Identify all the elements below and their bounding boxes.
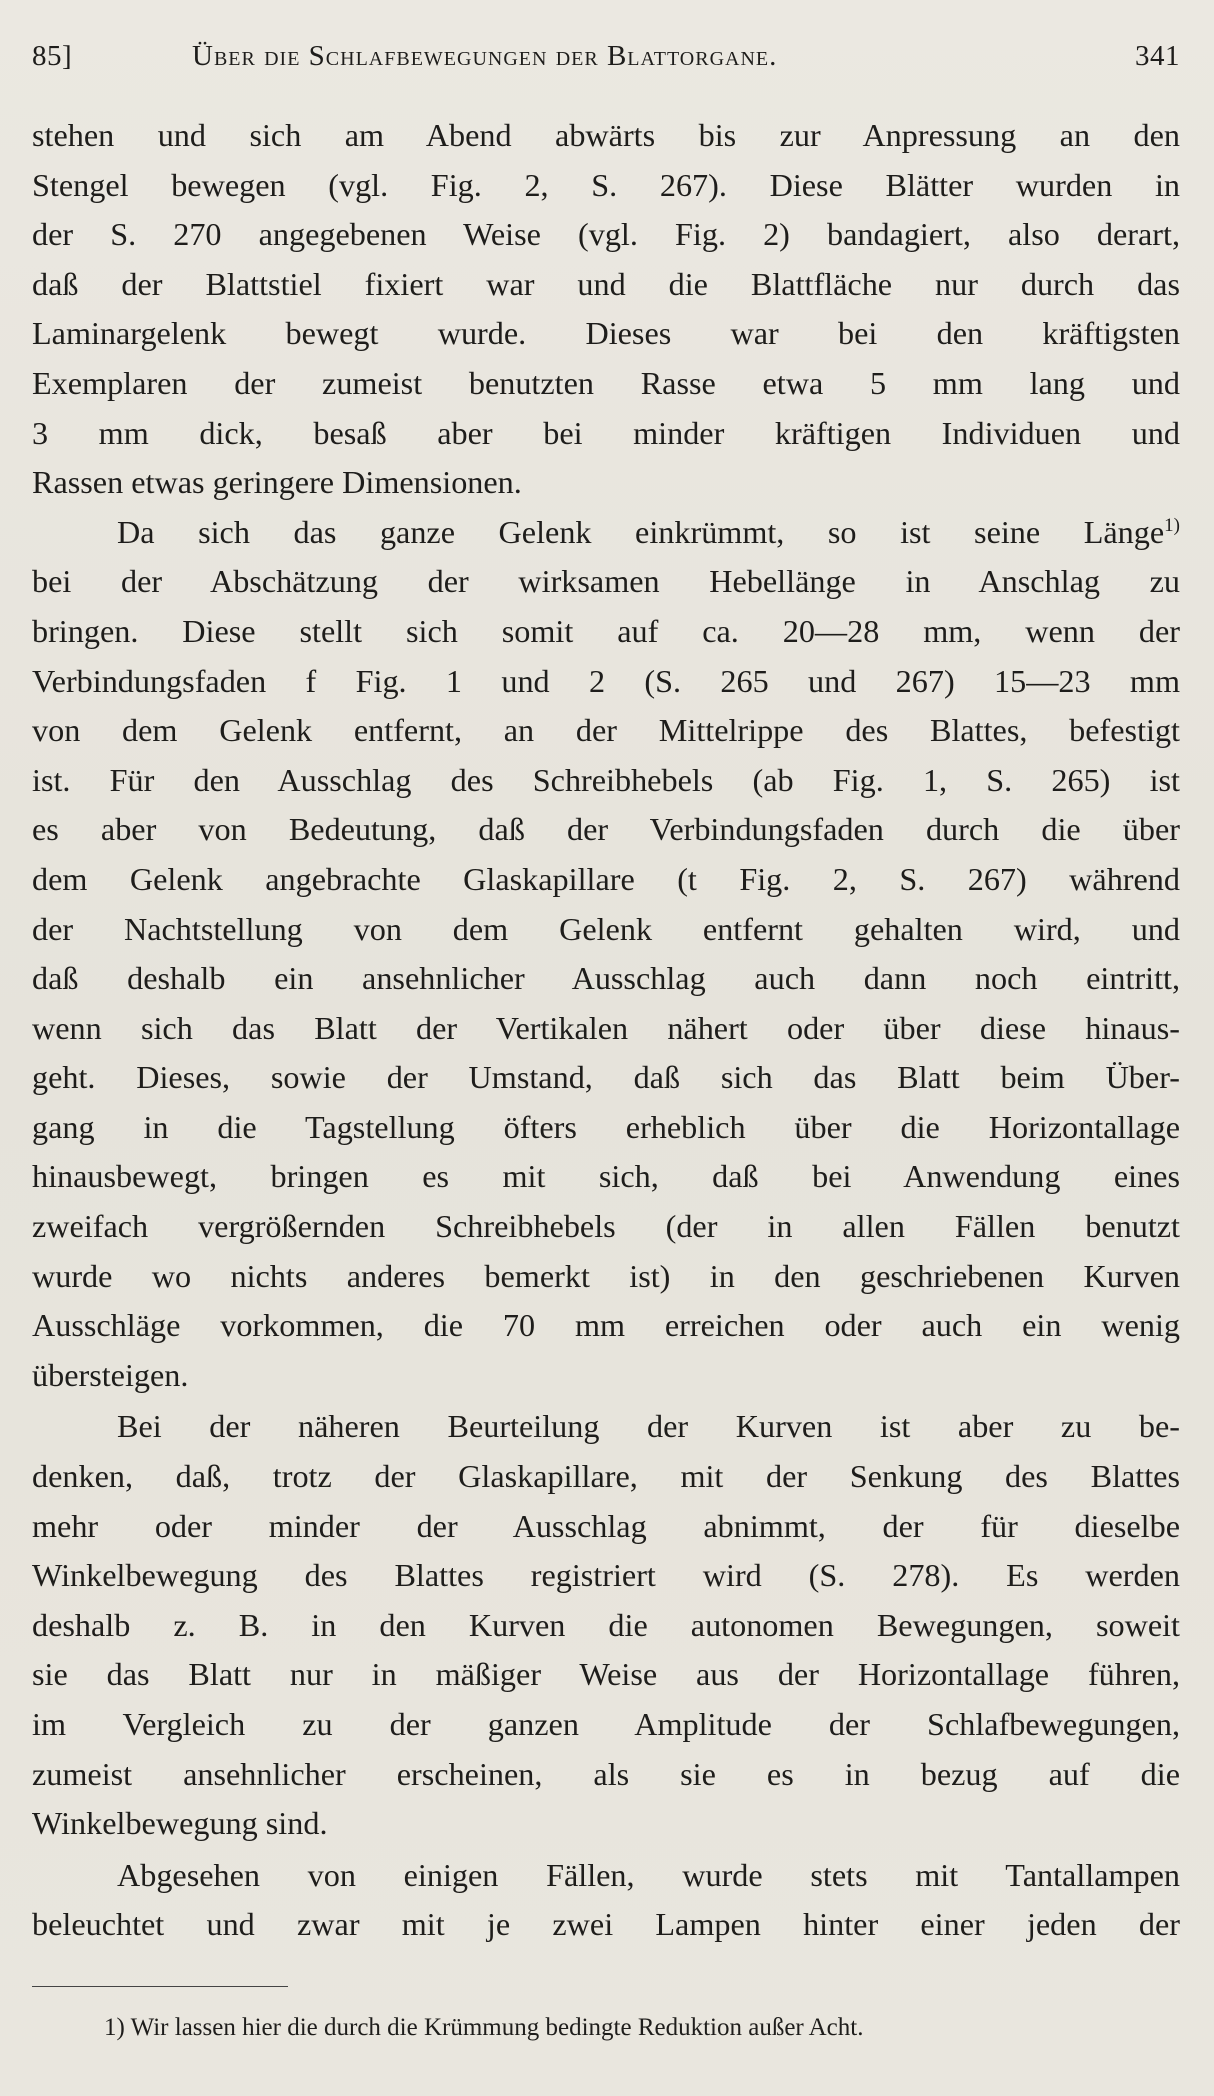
text-line: bringen. Diese stellt sich somit auf ca. 20—28 mm, wenn der <box>32 612 1180 649</box>
text-line: 3 mm dick, besaß aber bei minder kräftigen Individuen und <box>32 414 1180 451</box>
text-line: geht. Dieses, sowie der Umstand, daß sich das Blatt beim Über- <box>32 1059 1180 1096</box>
text-line: gang in die Tagstellung öfters erheblich über die Horizontallage <box>32 1108 1180 1145</box>
footnote-text: Wir lassen hier die durch die Krümmung bedingte Reduktion außer Acht. <box>130 2014 864 2041</box>
text-line: mehr oder minder der Ausschlag abnimmt, der für dieselbe <box>32 1507 1180 1544</box>
paragraph-2 <box>32 508 1180 1401</box>
body-text <box>32 111 1180 1950</box>
text-line: es aber von Bedeutung, daß der Verbindungsfaden durch die über <box>32 811 1180 848</box>
running-header <box>32 40 1182 80</box>
text-line: Rassen etwas geringere Dimensionen. <box>32 464 522 501</box>
text-line: wenn sich das Blatt der Vertikalen nähert oder über diese hinaus- <box>32 1009 1180 1046</box>
page-number: 341 <box>1135 40 1180 72</box>
text-line: hinausbewegt, bringen es mit sich, daß bei Anwendung eines <box>32 1158 1180 1195</box>
text-line: zweifach vergrößernden Schreibhebels (der in allen Fällen benutzt <box>32 1208 1180 1245</box>
header-title: Über die Schlafbewegungen der Blattorgane. <box>192 40 778 72</box>
paragraph-3 <box>32 1402 1180 1848</box>
text-line: der Nachtstellung von dem Gelenk entfernt gehalten wird, und <box>32 910 1180 947</box>
text-line: bei der Abschätzung der wirksamen Hebellänge in Anschlag zu <box>32 563 1180 600</box>
footnote-separator <box>32 1986 288 1987</box>
text-line: Bei der näheren Beurteilung der Kurven ist aber zu be- <box>117 1408 1180 1445</box>
header-section-number: 85] <box>32 40 73 72</box>
text-line: Stengel bewegen (vgl. Fig. 2, S. 267). Diese Blätter wurden in <box>32 166 1180 203</box>
text-line: ist. Für den Ausschlag des Schreibhebels (ab Fig. 1, S. 265) ist <box>32 761 1180 798</box>
text-line: zumeist ansehnlicher erscheinen, als sie es in bezug auf die <box>32 1755 1180 1792</box>
text-line: von dem Gelenk entfernt, an der Mittelrippe des Blattes, befestigt <box>32 712 1180 749</box>
text-line: Verbindungsfaden f Fig. 1 und 2 (S. 265 und 267) 15—23 mm <box>32 662 1180 699</box>
text-line: der S. 270 angegebenen Weise (vgl. Fig. 2) bandagiert, also derart, <box>32 216 1180 253</box>
text-line: Winkelbewegung des Blattes registriert wird (S. 278). Es werden <box>32 1557 1180 1594</box>
text-line: daß der Blattstiel fixiert war und die Blattfläche nur durch das <box>32 265 1180 302</box>
text-line: Abgesehen von einigen Fällen, wurde stets mit Tantallampen <box>117 1856 1180 1893</box>
text-line: Winkelbewegung sind. <box>32 1805 328 1842</box>
paragraph-4 <box>32 1851 1180 1950</box>
text-line: Ausschläge vorkommen, die 70 mm erreichen oder auch ein wenig <box>32 1307 1180 1344</box>
text-line: übersteigen. <box>32 1356 189 1393</box>
text-line: Exemplaren der zumeist benutzten Rasse etwa 5 mm lang und <box>32 364 1180 401</box>
text-line: deshalb z. B. in den Kurven die autonomen Bewegungen, soweit <box>32 1606 1180 1643</box>
text-line: dem Gelenk angebrachte Glaskapillare (t Fig. 2, S. 267) während <box>32 860 1180 897</box>
text-line: im Vergleich zu der ganzen Amplitude der Schlafbewegungen, <box>32 1706 1180 1742</box>
text-line: denken, daß, trotz der Glaskapillare, mit der Senkung des Blattes <box>32 1458 1180 1495</box>
footnote <box>104 2010 1180 2046</box>
footnote-marker: 1) <box>104 2014 125 2041</box>
footnote-reference: 1) <box>1164 514 1180 536</box>
text-line: daß deshalb ein ansehnlicher Ausschlag auch dann noch eintritt, <box>32 960 1180 997</box>
text-line-content: Da sich das ganze Gelenk einkrümmt, so ist seine Länge <box>117 513 1165 550</box>
paragraph-1 <box>32 111 1180 508</box>
text-line: Laminargelenk bewegt wurde. Dieses war bei den kräftigsten <box>32 315 1180 352</box>
text-line: sie das Blatt nur in mäßiger Weise aus der Horizontallage führen, <box>32 1656 1180 1693</box>
text-line-with-footnote <box>32 508 1180 558</box>
text-line: stehen und sich am Abend abwärts bis zur Anpressung an den <box>32 117 1180 153</box>
text-line: wurde wo nichts anderes bemerkt ist) in den geschriebenen Kurven <box>32 1257 1180 1294</box>
text-line: beleuchtet und zwar mit je zwei Lampen hinter einer jeden der <box>32 1906 1180 1943</box>
